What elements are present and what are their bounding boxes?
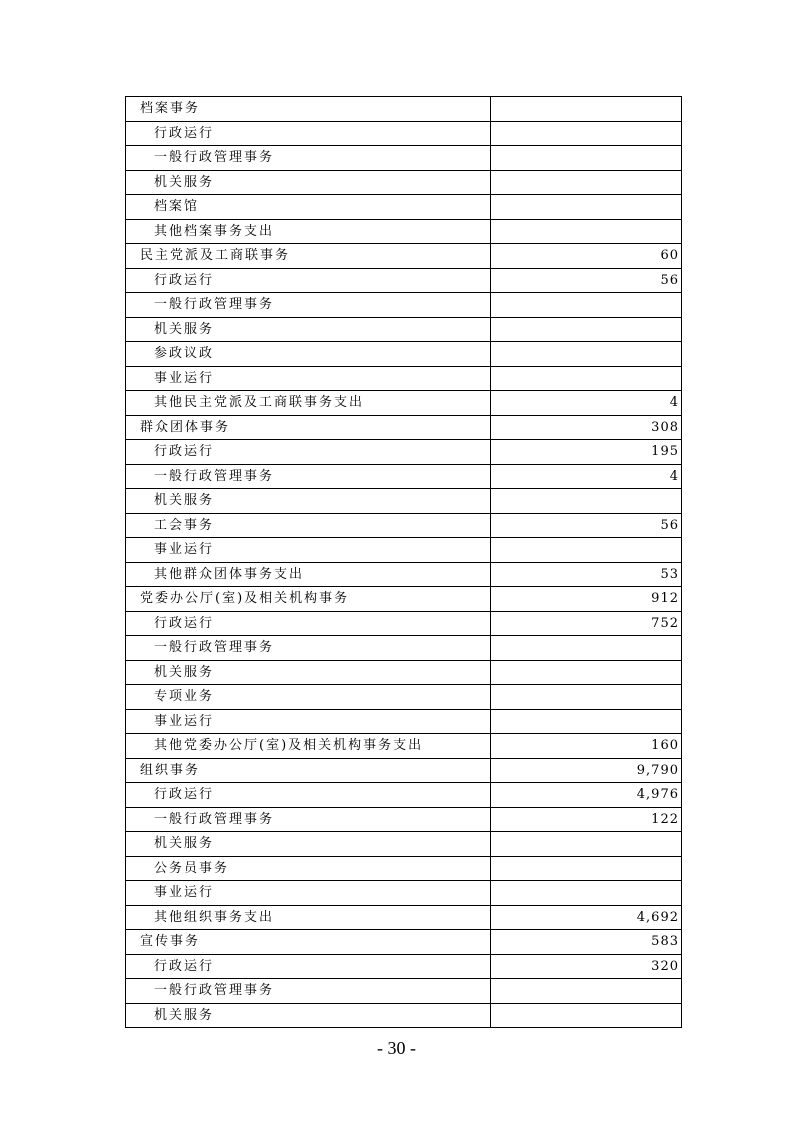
subcategory-name-cell: 公务员事务 <box>126 857 491 881</box>
amount-cell: 160 <box>651 738 679 753</box>
amount-cell: 583 <box>651 934 679 949</box>
subcategory-name-cell: 档案馆 <box>126 195 491 219</box>
table-row <box>126 195 681 220</box>
subcategory-name-cell: 行政运行 <box>126 269 491 293</box>
table-row <box>126 783 681 808</box>
amount-cell <box>491 710 681 734</box>
table-row <box>126 808 681 833</box>
amount-cell <box>491 636 681 660</box>
amount-cell: 4,692 <box>636 909 679 925</box>
subcategory-name-cell: 机关服务 <box>126 832 491 856</box>
subcategory-name-cell: 机关服务 <box>126 661 491 685</box>
subcategory-name-cell: 一般行政管理事务 <box>126 636 491 660</box>
amount-cell: 4,976 <box>636 787 679 802</box>
category-name-cell: 群众团体事务 <box>126 416 491 440</box>
amount-cell <box>491 293 681 317</box>
table-row <box>126 367 681 392</box>
amount-cell <box>491 685 681 709</box>
subcategory-name-cell: 一般行政管理事务 <box>126 146 491 170</box>
table-row <box>126 391 681 416</box>
table-row <box>126 612 681 637</box>
amount-cell: 4 <box>669 468 679 484</box>
subcategory-name-cell: 工会事务 <box>126 514 491 538</box>
table-row <box>126 685 681 710</box>
subcategory-name-cell: 机关服务 <box>126 1004 491 1028</box>
table-row <box>126 930 681 955</box>
subcategory-name-cell: 行政运行 <box>126 122 491 146</box>
table-row <box>126 489 681 514</box>
subcategory-name-cell: 参政议政 <box>126 342 491 366</box>
subcategory-name-cell: 专项业务 <box>126 685 491 709</box>
table-row <box>126 269 681 294</box>
amount-cell <box>491 220 681 244</box>
subcategory-name-cell: 一般行政管理事务 <box>126 465 491 489</box>
subcategory-name-cell: 事业运行 <box>126 538 491 562</box>
subcategory-name-cell: 事业运行 <box>126 367 491 391</box>
table-row <box>126 146 681 171</box>
table-row <box>126 514 681 539</box>
subcategory-name-cell: 其他群众团体事务支出 <box>126 563 491 587</box>
amount-cell: 4 <box>669 395 679 410</box>
table-row <box>126 318 681 343</box>
subcategory-name-cell: 机关服务 <box>126 171 491 195</box>
amount-cell <box>491 146 681 170</box>
subcategory-name-cell: 机关服务 <box>126 318 491 342</box>
amount-cell <box>491 171 681 195</box>
amount-cell <box>491 342 681 366</box>
subcategory-name-cell: 其他党委办公厅(室)及相关机构事务支出 <box>126 734 491 758</box>
amount-cell: 53 <box>660 566 679 582</box>
amount-cell: 60 <box>660 248 679 263</box>
category-name-cell: 组织事务 <box>126 759 491 783</box>
amount-cell <box>491 367 681 391</box>
table-row <box>126 661 681 686</box>
table-row <box>126 759 681 784</box>
category-name-cell: 民主党派及工商联事务 <box>126 244 491 268</box>
subcategory-name-cell: 机关服务 <box>126 489 491 513</box>
amount-cell: 912 <box>651 591 679 606</box>
amount-cell <box>491 97 681 121</box>
subcategory-name-cell: 行政运行 <box>126 955 491 979</box>
amount-cell <box>491 979 681 1003</box>
subcategory-name-cell: 其他民主党派及工商联事务支出 <box>126 391 491 415</box>
amount-cell <box>491 122 681 146</box>
expenditure-table <box>125 96 682 1028</box>
amount-cell: 56 <box>660 272 679 288</box>
subcategory-name-cell: 行政运行 <box>126 783 491 807</box>
subcategory-name-cell: 行政运行 <box>126 440 491 464</box>
table-row <box>126 342 681 367</box>
amount-cell: 122 <box>651 811 679 827</box>
table-row <box>126 955 681 980</box>
table-row <box>126 1004 681 1029</box>
table-row <box>126 881 681 906</box>
amount-cell <box>491 661 681 685</box>
table-row <box>126 832 681 857</box>
table-row <box>126 710 681 735</box>
subcategory-name-cell: 行政运行 <box>126 612 491 636</box>
table-row <box>126 440 681 465</box>
table-row <box>126 734 681 759</box>
amount-cell: 752 <box>651 615 679 631</box>
table-row <box>126 122 681 147</box>
amount-cell: 320 <box>651 958 679 974</box>
table-row <box>126 636 681 661</box>
amount-cell <box>491 318 681 342</box>
amount-cell <box>491 1004 681 1028</box>
table-row <box>126 220 681 245</box>
table-row <box>126 906 681 931</box>
page-number: - 30 - <box>377 1038 416 1058</box>
subcategory-name-cell: 一般行政管理事务 <box>126 808 491 832</box>
subcategory-name-cell: 一般行政管理事务 <box>126 979 491 1003</box>
amount-cell: 195 <box>651 444 679 459</box>
subcategory-name-cell: 其他档案事务支出 <box>126 220 491 244</box>
amount-cell <box>491 538 681 562</box>
category-name-cell: 党委办公厅(室)及相关机构事务 <box>126 587 491 611</box>
amount-cell <box>491 489 681 513</box>
amount-cell <box>491 857 681 881</box>
table-row <box>126 979 681 1004</box>
category-name-cell: 档案事务 <box>126 97 491 121</box>
table-row <box>126 244 681 269</box>
subcategory-name-cell: 事业运行 <box>126 710 491 734</box>
table-row <box>126 293 681 318</box>
table-row <box>126 416 681 441</box>
category-name-cell: 宣传事务 <box>126 930 491 954</box>
table-row <box>126 538 681 563</box>
amount-cell <box>491 881 681 905</box>
table-row <box>126 171 681 196</box>
subcategory-name-cell: 一般行政管理事务 <box>126 293 491 317</box>
table-row <box>126 563 681 588</box>
subcategory-name-cell: 其他组织事务支出 <box>126 906 491 930</box>
subcategory-name-cell: 事业运行 <box>126 881 491 905</box>
amount-cell: 308 <box>651 419 679 435</box>
table-row <box>126 857 681 882</box>
amount-cell: 9,790 <box>636 762 679 778</box>
table-row <box>126 465 681 490</box>
amount-cell: 56 <box>660 517 679 533</box>
table-row <box>126 587 681 612</box>
table-row <box>126 97 681 122</box>
amount-cell <box>491 195 681 219</box>
amount-cell <box>491 832 681 856</box>
